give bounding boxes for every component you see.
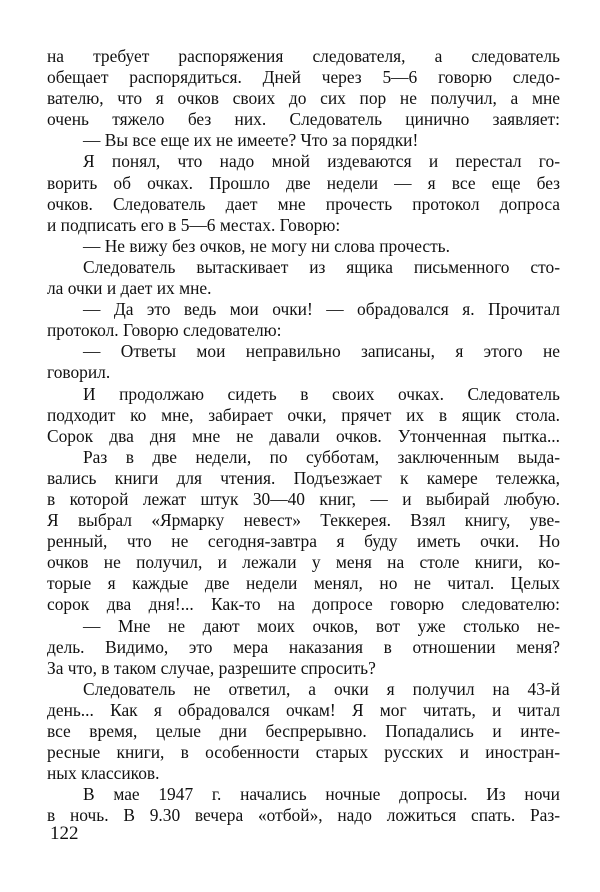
text-line: ворить об очках. Прошло две недели — я все еще без bbox=[47, 172, 560, 193]
text-line: сорок два дня!... Как-то на допросе говорю следователю: bbox=[47, 594, 560, 615]
text-line: В мае 1947 г. начались ночные допросы. Из ночи bbox=[83, 784, 560, 805]
text-line: все время, целые дни беспрерывно. Попадались и инте- bbox=[47, 721, 560, 741]
text-line: протокол. Говорю следователю: bbox=[47, 320, 282, 341]
text-line: торые я каждые две недели менял, но не читал. Целых bbox=[47, 573, 560, 594]
text-line: говорил. bbox=[47, 362, 111, 383]
text-line: обещает распорядиться. Дней через 5—6 говорю следо- bbox=[47, 67, 560, 88]
text-line: ла очки и дает их мне. bbox=[47, 278, 212, 299]
text-line: ренный, что не сегодня-завтра я буду иметь очки. Но bbox=[47, 531, 560, 552]
text-line: Я понял, что надо мной издеваются и перестал го- bbox=[83, 151, 560, 172]
text-line: ресные книги, в особенности старых русских и иностран- bbox=[47, 742, 560, 763]
page-number: 122 bbox=[50, 823, 79, 844]
text-line: день... Как я обрадовался очкам! Я мог читать, и читал bbox=[47, 699, 560, 720]
text-line: Сорок два дня мне не давали очков. Утонченная пытка... bbox=[47, 425, 560, 446]
text-line: очков. Следователь дает мне прочесть протокол допроса bbox=[47, 193, 560, 214]
text-line: ных классиков. bbox=[47, 763, 160, 784]
text-line: — Не вижу без очков, не могу ни слова прочесть. bbox=[83, 235, 450, 256]
text-line: вателю, что я очков своих до сих пор не получил, а мне bbox=[47, 88, 560, 109]
text-line: очень тяжело без них. Следователь цинично заявляет: bbox=[47, 109, 560, 130]
text-line: в ночь. В 9.30 вечера «отбой», надо ложиться спать. Раз- bbox=[47, 805, 560, 826]
text-line: — Вы все еще их не имеете? Что за порядки! bbox=[83, 130, 419, 151]
text-line: За что, в таком случае, разрешите спросить? bbox=[47, 657, 376, 678]
page-body bbox=[47, 46, 560, 826]
text-line: очков не получил, и лежали у меня на столе книги, ко- bbox=[47, 552, 560, 573]
text-line: в которой лежат штук 30—40 книг, — и выбирай любую. bbox=[47, 488, 560, 509]
text-line: дель. Видимо, это мера наказания в отношении меня? bbox=[47, 636, 560, 657]
text-line: вались книги для чтения. Подъезжает к камере тележка, bbox=[47, 467, 560, 488]
text-line: Раз в две недели, по субботам, заключенным выда- bbox=[83, 446, 560, 467]
text-line: — Мне не дают моих очков, вот уже столько не- bbox=[83, 615, 560, 636]
text-line: Я выбрал «Ярмарку невест» Теккерея. Взял книгу, уве- bbox=[47, 510, 560, 531]
text-line: на требует распоряжения следователя, а следователь bbox=[47, 46, 560, 66]
text-line: и подписать его в 5—6 местах. Говорю: bbox=[47, 214, 341, 235]
text-line: Следователь вытаскивает из ящика письменного сто- bbox=[83, 256, 560, 277]
text-line: И продолжаю сидеть в своих очках. Следователь bbox=[83, 383, 560, 404]
text-line: — Ответы мои неправильно записаны, я этого не bbox=[83, 341, 560, 362]
text-line: Следователь не ответил, а очки я получил на 43-й bbox=[83, 678, 560, 699]
text-line: — Да это ведь мои очки! — обрадовался я. Прочитал bbox=[83, 299, 560, 320]
text-line: подходит ко мне, забирает очки, прячет их в ящик стола. bbox=[47, 404, 560, 425]
